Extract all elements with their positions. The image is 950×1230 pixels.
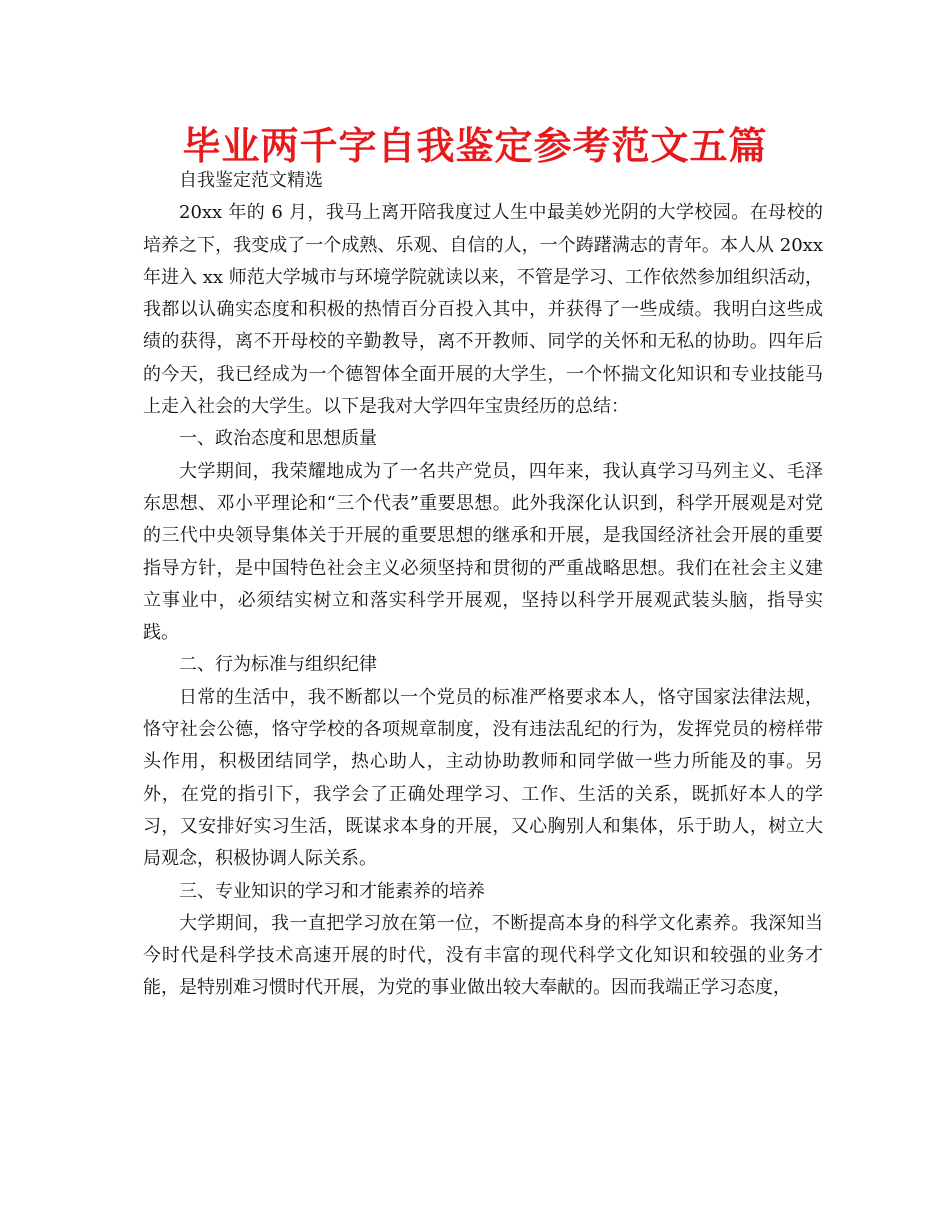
paragraph-subtitle: 自我鉴定范文精选 [179, 170, 323, 191]
paragraph-intro: 20xx 年的 6 月，我马上离开陪我度过人生中最美妙光阴的大学校园。在母校的培养之下，我变成了一个成熟、乐观、自信的人，一个踌躇满志的青年。本人从 20xx 年进入 xx 师范大学城市与环境学院就读以来，不管是学习、工作依然参加组织活动，我都以认确实态度和积极的热情百分百投入其中，并获得了一些成绩。我明白这些成绩的获得，离不开母校的辛勤教导，离不开教师、同学的关怀和无私的协助。四年后的今天，我已经成为一个德智体全面开展的大学生，一个怀揣文化知识和专业技能马上走入社会的大学生。以下是我对大学四年宝贵经历的总结： [143, 202, 823, 418]
section-heading-study: 三、专业知识的学习和才能素养的培养 [179, 880, 485, 902]
section-heading-politics: 一、政治态度和思想质量 [179, 428, 377, 450]
paragraph-discipline: 日常的生活中，我不断都以一个党员的标准严格要求本人，恪守国家法律法规，恪守社会公德，恪守学校的各项规章制度，没有违法乱纪的行为，发挥党员的榜样带头作用，积极团结同学，热心助人，主动协助教师和同学做一些力所能及的事。另外，在党的指引下，我学会了正确处理学习、工作、生活的关系，既抓好本人的学习，又安排好实习生活，既谋求本身的开展，又心胸别人和集体，乐于助人，树立大局观念，积极协调人际关系。 [143, 686, 823, 870]
document-body [143, 165, 823, 1005]
paragraph-study: 大学期间，我一直把学习放在第一位，不断提高本身的科学文化素养。我深知当今时代是科学技术高速开展的时代，没有丰富的现代科学文化知识和较强的业务才能，是特别难习惯时代开展，为党的事业做出较大奉献的。因而我端正学习态度， [143, 912, 823, 999]
section-heading-discipline: 二、行为标准与组织纪律 [179, 654, 377, 676]
document-title: 毕业两千字自我鉴定参考范文五篇 [182, 124, 768, 168]
paragraph-politics: 大学期间，我荣耀地成为了一名共产党员，四年来，我认真学习马列主义、毛泽东思想、邓小平理论和“三个代表”重要思想。此外我深化认识到，科学开展观是对党的三代中央领导集体关于开展的重要思想的继承和开展，是我国经济社会开展的重要指导方针，是中国特色社会主义必须坚持和贯彻的严重战略思想。我们在社会主义建立事业中，必须结实树立和落实科学开展观，坚持以科学开展观武装头脑，指导实践。 [143, 460, 823, 644]
